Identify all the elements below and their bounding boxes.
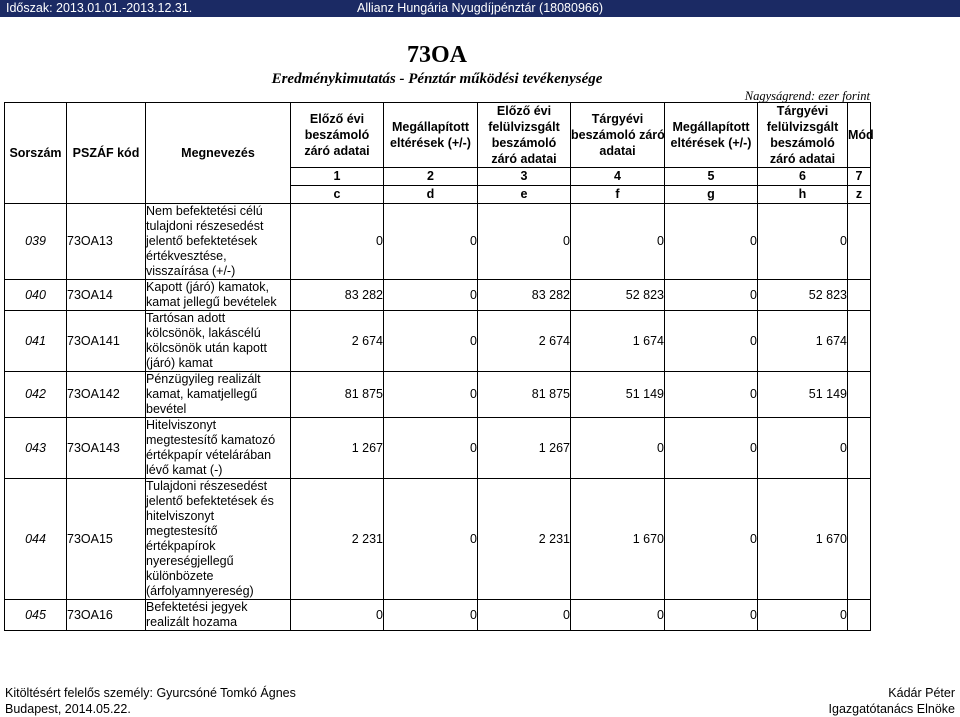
value-cell-d: 0 — [384, 600, 478, 631]
column-header-line: beszámoló — [304, 128, 370, 142]
value-cell-f: 1 674 — [571, 311, 665, 372]
footer-right — [829, 685, 955, 717]
report-table — [4, 102, 874, 631]
value-cell-h: 1 674 — [758, 311, 848, 372]
column-number: 2 — [384, 168, 478, 186]
row-mod — [848, 280, 871, 311]
megnevezes-line: értékpapír vételárában — [146, 448, 272, 462]
period-label: Időszak: 2013.01.01.-2013.12.31. — [6, 1, 193, 15]
megnevezes-line: Tulajdoni részesedést — [146, 479, 268, 493]
column-header-line: eltérések (+/-) — [670, 136, 752, 150]
table-row — [5, 600, 871, 631]
megnevezes-line: megtestesítő kamatozó — [146, 433, 276, 447]
row-mod — [848, 372, 871, 418]
column-header-line: Tárgyévi — [776, 104, 829, 118]
table-row — [5, 204, 871, 280]
value-cell-c: 0 — [291, 600, 384, 631]
column-header-line: záró adatai — [491, 152, 557, 166]
row-megnevezes — [146, 418, 291, 479]
column-header-line: Előző évi — [496, 104, 552, 118]
table-row — [5, 479, 871, 600]
report-code-title: 73OA — [407, 42, 467, 68]
value-cell-h: 0 — [758, 204, 848, 280]
table-row — [5, 311, 871, 372]
column-number: 3 — [478, 168, 571, 186]
top-bar — [0, 0, 960, 17]
column-header-line: Megállapított — [672, 120, 750, 134]
column-header-line: Megállapított — [391, 120, 470, 134]
megnevezes-line: (árfolyamnyereség) — [146, 584, 254, 598]
row-pszaf-kod: 73OA14 — [67, 280, 146, 311]
row-megnevezes — [146, 280, 291, 311]
value-cell-d: 0 — [384, 372, 478, 418]
value-cell-f: 1 670 — [571, 479, 665, 600]
megnevezes-line: bevétel — [146, 402, 187, 416]
value-cell-c: 81 875 — [291, 372, 384, 418]
megnevezes-line: tulajdoni részesedést — [146, 219, 264, 233]
value-cell-h: 0 — [758, 600, 848, 631]
column-header-line: Tárgyévi — [591, 112, 644, 126]
megnevezes-line: kamat jellegű bevételek — [146, 295, 277, 309]
column-number: 7 — [848, 168, 871, 186]
column-header-line: záró adatai — [304, 144, 370, 158]
row-megnevezes — [146, 479, 291, 600]
column-letter: e — [478, 186, 571, 204]
fund-name: Allianz Hungária Nyugdíjpénztár (18080966) — [357, 1, 603, 15]
unit-note: Nagyságrend: ezer forint — [744, 89, 870, 103]
megnevezes-line: értékvesztése, — [146, 249, 227, 263]
row-sorszam: 042 — [5, 372, 67, 418]
column-header-line: eltérések (+/-) — [390, 136, 471, 150]
megnevezes-line: Hitelviszonyt — [146, 418, 217, 432]
row-megnevezes — [146, 372, 291, 418]
megnevezes-line: Tartósan adott — [146, 311, 226, 325]
value-cell-d: 0 — [384, 418, 478, 479]
report-subtitle: Eredménykimutatás - Pénztár működési tevékenysége — [271, 71, 603, 87]
column-header-line: beszámoló — [491, 136, 557, 150]
value-cell-d: 0 — [384, 479, 478, 600]
value-cell-c: 2 674 — [291, 311, 384, 372]
megnevezes-line: kölcsönök, lakáscélú — [146, 326, 261, 340]
column-header-line: adatai — [599, 144, 636, 158]
column-header-e — [478, 103, 571, 168]
column-letter: d — [384, 186, 478, 204]
column-number: 6 — [758, 168, 848, 186]
row-pszaf-kod: 73OA142 — [67, 372, 146, 418]
row-mod — [848, 418, 871, 479]
value-cell-g: 0 — [665, 280, 758, 311]
header-sorszam: Sorszám — [5, 103, 67, 204]
megnevezes-line: visszaírása (+/-) — [146, 264, 236, 278]
header-pszaf-kod: PSZÁF kód — [67, 103, 146, 204]
value-cell-g: 0 — [665, 372, 758, 418]
megnevezes-line: jelentő befektetések és — [146, 494, 274, 508]
column-header-line: felülvizsgált — [766, 120, 839, 134]
footer-signer-name: Kádár Péter — [888, 686, 955, 700]
megnevezes-line: realizált hozama — [146, 615, 238, 629]
table-row — [5, 280, 871, 311]
value-cell-h: 52 823 — [758, 280, 848, 311]
value-cell-h: 51 149 — [758, 372, 848, 418]
value-cell-e: 81 875 — [478, 372, 571, 418]
column-header-line: felülvizsgált — [488, 120, 560, 134]
megnevezes-line: lévő kamat (-) — [146, 463, 223, 477]
row-megnevezes — [146, 204, 291, 280]
column-header-f — [571, 103, 665, 168]
value-cell-f: 52 823 — [571, 280, 665, 311]
row-mod — [848, 600, 871, 631]
column-letter: z — [848, 186, 871, 204]
value-cell-h: 0 — [758, 418, 848, 479]
row-mod — [848, 311, 871, 372]
row-pszaf-kod: 73OA13 — [67, 204, 146, 280]
column-header-line: beszámoló — [770, 136, 835, 150]
megnevezes-line: kölcsönök után kapott — [146, 341, 267, 355]
footer-responsible: Kitöltésért felelős személy: Gyurcsóné Tomkó Ágnes — [5, 686, 296, 700]
row-sorszam: 045 — [5, 600, 67, 631]
value-cell-c: 0 — [291, 204, 384, 280]
column-letter: c — [291, 186, 384, 204]
value-cell-c: 1 267 — [291, 418, 384, 479]
column-number: 1 — [291, 168, 384, 186]
footer-left — [5, 685, 296, 717]
value-cell-e: 2 231 — [478, 479, 571, 600]
column-header-c — [291, 103, 384, 168]
row-pszaf-kod: 73OA16 — [67, 600, 146, 631]
value-cell-d: 0 — [384, 311, 478, 372]
column-header-line: beszámoló záró — [571, 128, 665, 142]
megnevezes-line: (járó) kamat — [146, 356, 213, 370]
column-number: 4 — [571, 168, 665, 186]
row-mod — [848, 204, 871, 280]
row-pszaf-kod: 73OA15 — [67, 479, 146, 600]
value-cell-e: 0 — [478, 600, 571, 631]
megnevezes-line: kamat, kamatjellegű — [146, 387, 258, 401]
row-sorszam: 040 — [5, 280, 67, 311]
column-header-d — [384, 103, 478, 168]
row-megnevezes — [146, 311, 291, 372]
column-number: 5 — [665, 168, 758, 186]
row-sorszam: 043 — [5, 418, 67, 479]
megnevezes-line: jelentő befektetések — [146, 234, 258, 248]
header-megnevezes: Megnevezés — [146, 103, 291, 204]
megnevezes-line: értékpapírok — [146, 539, 216, 553]
megnevezes-line: különbözete — [146, 569, 214, 583]
value-cell-c: 2 231 — [291, 479, 384, 600]
table-row — [5, 372, 871, 418]
value-cell-g: 0 — [665, 479, 758, 600]
value-cell-f: 0 — [571, 204, 665, 280]
footer-place-date: Budapest, 2014.05.22. — [5, 702, 131, 716]
value-cell-g: 0 — [665, 311, 758, 372]
megnevezes-line: Kapott (járó) kamatok, — [146, 280, 269, 294]
megnevezes-line: hitelviszonyt — [146, 509, 215, 523]
value-cell-f: 0 — [571, 418, 665, 479]
footer-signer-title: Igazgatótanács Elnöke — [828, 702, 955, 716]
megnevezes-line: Nem befektetési célú — [146, 204, 263, 218]
value-cell-e: 2 674 — [478, 311, 571, 372]
row-mod — [848, 479, 871, 600]
table-row — [5, 418, 871, 479]
column-header-g — [665, 103, 758, 168]
row-pszaf-kod: 73OA143 — [67, 418, 146, 479]
megnevezes-line: Befektetési jegyek — [146, 600, 248, 614]
row-sorszam: 044 — [5, 479, 67, 600]
value-cell-e: 0 — [478, 204, 571, 280]
column-header-h — [758, 103, 848, 168]
column-letter: h — [758, 186, 848, 204]
row-pszaf-kod: 73OA141 — [67, 311, 146, 372]
value-cell-f: 0 — [571, 600, 665, 631]
header-row-titles — [5, 103, 871, 168]
value-cell-g: 0 — [665, 204, 758, 280]
row-sorszam: 039 — [5, 204, 67, 280]
megnevezes-line: megtestesítő — [146, 524, 218, 538]
value-cell-d: 0 — [384, 204, 478, 280]
value-cell-h: 1 670 — [758, 479, 848, 600]
column-header-mod — [848, 103, 874, 168]
megnevezes-line: Pénzügyileg realizált — [146, 372, 261, 386]
row-megnevezes — [146, 600, 291, 631]
column-header-line: Előző évi — [309, 112, 365, 126]
megnevezes-line: nyereségjellegű — [146, 554, 234, 568]
row-sorszam: 041 — [5, 311, 67, 372]
value-cell-f: 51 149 — [571, 372, 665, 418]
value-cell-c: 83 282 — [291, 280, 384, 311]
column-letter: g — [665, 186, 758, 204]
column-letter: f — [571, 186, 665, 204]
column-header-line: záró adatai — [769, 152, 836, 166]
value-cell-e: 1 267 — [478, 418, 571, 479]
value-cell-g: 0 — [665, 600, 758, 631]
value-cell-d: 0 — [384, 280, 478, 311]
column-header-line: Mód — [848, 128, 874, 142]
value-cell-e: 83 282 — [478, 280, 571, 311]
value-cell-g: 0 — [665, 418, 758, 479]
